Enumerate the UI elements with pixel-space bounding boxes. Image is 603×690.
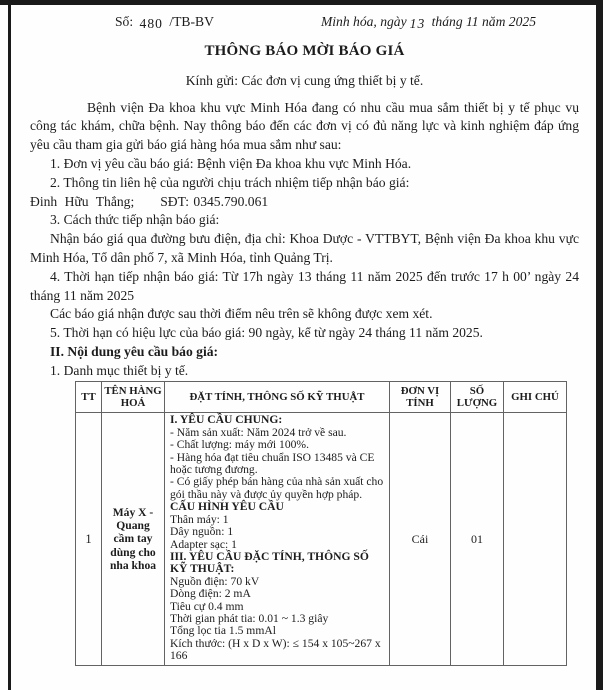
column-header-unit: ĐƠN VỊ TÍNH xyxy=(390,382,451,413)
spec-line: Thời gian phát tia: 0.01 ~ 1.3 giây xyxy=(170,611,329,625)
document-number-suffix: /TB-BV xyxy=(169,14,214,29)
spec-line: Tổng lọc tia 1.5 mmAl xyxy=(170,624,276,638)
spec-line: Kích thước: (H x D x W): ≤ 154 x 105~267 x 166 xyxy=(170,636,381,663)
equipment-table xyxy=(75,381,567,666)
spec-list xyxy=(170,414,386,662)
spec-line: - Có giấy phép bán hàng của nhà sản xuất cho gói thầu này và được ủy quyền hợp pháp. xyxy=(170,475,384,501)
column-header-specs: ĐẶT TÍNH, THÔNG SỐ KỸ THUẬT xyxy=(165,382,390,413)
document-title: THÔNG BÁO MỜI BÁO GIÁ xyxy=(204,42,405,59)
column-header-note: GHI CHÚ xyxy=(504,382,567,413)
document-date xyxy=(321,13,536,32)
item-name-cell: Máy X - Quang cầm tay dùng cho nha khoa xyxy=(102,413,165,665)
item-3-reception-method: 3. Cách thức tiếp nhận báo giá: xyxy=(50,212,220,228)
salutation-line: Kính gửi: Các đơn vị cung ứng thiết bị y tế. xyxy=(185,72,424,88)
specifications-cell xyxy=(165,413,390,665)
row-number-cell: 1 xyxy=(76,413,102,665)
item-3-detail-address: Nhận báo giá qua đường bưu điện, địa chỉ: Khoa Dược - VTTBYT, Bệnh viện Đa khoa khu vực Minh Hóa, Tổ dân phố 7, xã Minh Hóa, tỉnh Quảng Trị. xyxy=(30,231,579,265)
contact-phone: SĐT: 0345.790.061 xyxy=(160,193,269,209)
spec-line: III. YÊU CẦU ĐẶC TÍNH, THÔNG SỐ KỸ THUẬT: xyxy=(170,549,369,576)
section-2-subheading: 1. Danh mục thiết bị y tế. xyxy=(50,362,189,378)
table-header-row xyxy=(76,382,567,413)
contact-line xyxy=(30,193,579,212)
spec-line: CẤU HÌNH YÊU CẦU xyxy=(170,500,284,514)
note-cell xyxy=(504,413,567,665)
column-header-name: TÊN HÀNG HOÁ xyxy=(102,382,165,413)
table-row xyxy=(76,413,567,665)
unit-cell: Cái xyxy=(390,413,451,665)
item-1-requesting-unit: 1. Đơn vị yêu cầu báo giá: Bệnh viện Đa khoa khu vực Minh Hóa. xyxy=(50,155,412,171)
intro-paragraph: Bệnh viện Đa khoa khu vực Minh Hóa đang có nhu cầu mua sắm thiết bị y tế phục vụ công tác khám, chữa bệnh. Nay thông báo đến các đơn vị có đủ năng lực và kinh nghiệm đáp ứng yêu cầu tham gia gửi báo giá hàng hóa mua sắm như sau: xyxy=(30,99,579,153)
column-header-quantity: SỐ LƯỢNG xyxy=(451,382,504,413)
item-2-contact-info: 2. Thông tin liên hệ của người chịu trách nhiệm tiếp nhận báo giá: xyxy=(50,174,410,190)
document-header-row xyxy=(30,13,579,32)
spec-line: Dòng điện: 2 mA xyxy=(170,587,251,601)
document-date-prefix: Minh hóa, ngày xyxy=(320,14,407,29)
document-number-label: Số: xyxy=(115,14,134,29)
section-2-heading: II. Nội dung yêu cầu báo giá: xyxy=(50,343,219,359)
document-number-value: 480 xyxy=(139,16,163,31)
spec-line: - Năm sản xuất: Năm 2024 trở về sau. xyxy=(170,425,347,439)
spec-line: - Chất lượng: máy mới 100%. xyxy=(170,438,309,452)
document-number xyxy=(115,13,214,32)
item-4-deadline: 4. Thời hạn tiếp nhận báo giá: Từ 17h ngày 13 tháng 11 năm 2025 đến trước 17 h 00’ ngày 24 tháng 11 năm 2025 xyxy=(30,268,579,303)
document-date-day: 13 xyxy=(409,16,426,31)
item-5-validity: 5. Thời hạn có hiệu lực của báo giá: 90 ngày, kể từ ngày 24 tháng 11 năm 2025. xyxy=(50,325,483,341)
column-header-tt: TT xyxy=(76,382,102,413)
quantity-cell: 01 xyxy=(451,413,504,665)
document-date-suffix: tháng 11 năm 2025 xyxy=(431,14,536,29)
spec-line: Adapter sạc: 1 xyxy=(170,537,237,551)
spec-line: Nguồn điện: 70 kV xyxy=(170,574,260,588)
spec-line: I. YÊU CẦU CHUNG: xyxy=(170,413,283,427)
spec-line: - Hàng hóa đạt tiêu chuẩn ISO 13485 và CE hoặc tương đương. xyxy=(170,450,375,477)
scan-border-right xyxy=(596,0,603,690)
spec-line: Thân máy: 1 xyxy=(170,512,229,526)
contact-name: Đinh Hữu Thắng; xyxy=(30,193,135,209)
spec-line: Tiêu cự 0.4 mm xyxy=(170,599,244,613)
spec-line: Dây nguồn: 1 xyxy=(170,525,234,539)
document-content xyxy=(11,5,596,690)
item-4-note: Các báo giá nhận được sau thời điểm nêu trên sẽ không được xem xét. xyxy=(50,306,433,322)
